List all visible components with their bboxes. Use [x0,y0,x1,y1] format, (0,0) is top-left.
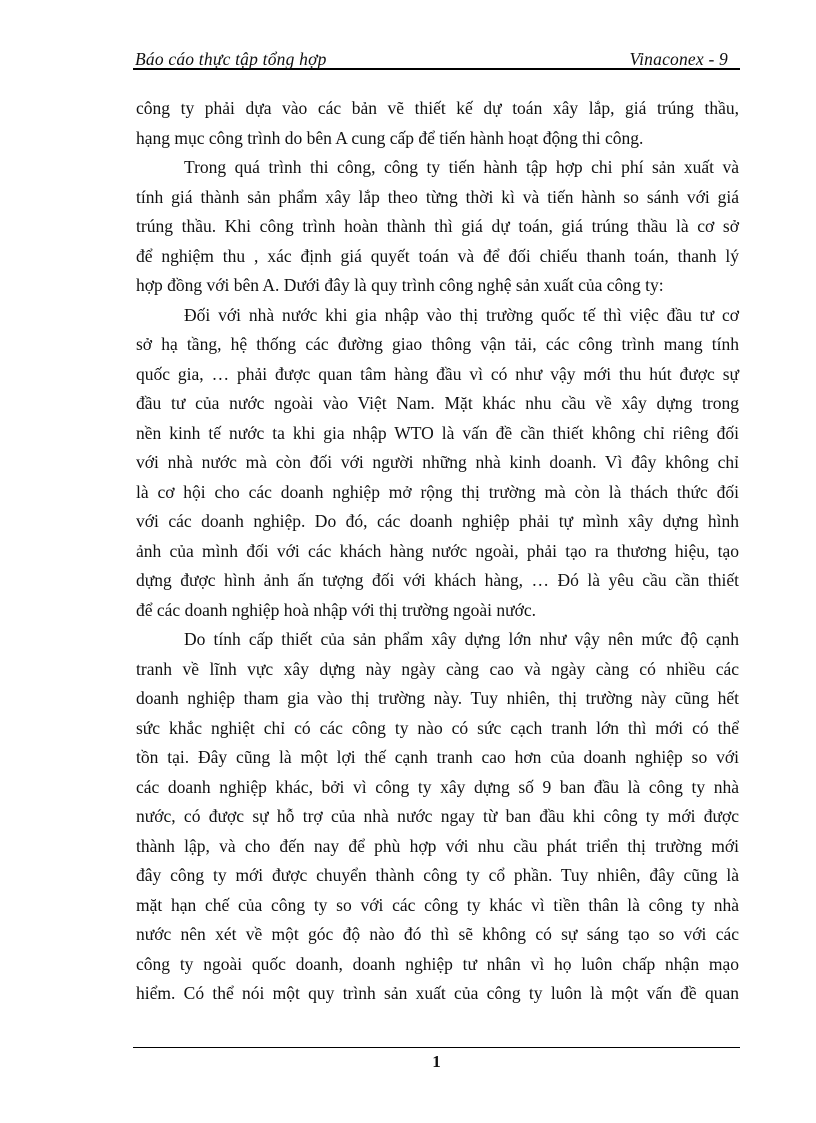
text-line: sức khắc nghiệt chỉ có các công ty nào có sức cạch tranh lớn thì mới có thể [136,717,739,738]
text-line: để nghiệm thu , xác định giá quyết toán và để đối chiếu thanh toán, thanh lý [136,245,739,266]
text-line: tính giá thành sản phẩm xây lắp theo từng thời kì và tiến hành so sánh với giá [136,186,739,207]
text-line: tồn tại. Đây cũng là một lợi thế cạnh tranh cao hơn của doanh nghiệp so với [136,747,739,767]
header-company-name: Vinaconex - 9 [629,49,728,69]
text-line: quốc gia, … phải được quan tâm hàng đầu vì có như vậy mới thu hút được sự [136,363,739,384]
text-line: là cơ hội cho các doanh nghiệp mở rộng thị trường mà còn là thách thức đối [136,481,739,502]
text-line: Trong quá trình thi công, công ty tiến hành tập hợp chi phí sản xuất và [184,157,739,177]
paragraph [136,153,739,301]
text-line: mặt hạn chế của công ty so với các công ty khác vì tiền thân là công ty nhà [136,894,739,915]
text-line: trúng thầu. Khi công trình hoàn thành thì giá dự toán, giá trúng thầu là cơ sở [136,216,739,236]
text-line: hiểm. Có thể nói một quy trình sản xuất của công ty luôn là một vấn đề quan [136,983,739,1003]
running-header [133,48,740,70]
text-line: hợp đồng với bên A. Dưới đây là quy trình công nghệ sản xuất của công ty: [136,275,664,295]
text-line: với nhà nước mà còn đối với người những nhà kinh doanh. Vì đây không chỉ [136,452,739,472]
text-line: Do tính cấp thiết của sản phẩm xây dựng lớn như vậy nên mức độ cạnh [184,629,739,649]
text-line: nước, có được sự hỗ trợ của nhà nước ngay từ ban đầu khi công ty mới được [136,806,739,826]
text-line: Đối với nhà nước khi gia nhập vào thị trường quốc tế thì việc đầu tư cơ [184,304,739,325]
text-line: ảnh của mình đối với các khách hàng nước ngoài, phải tạo ra thương hiệu, tạo [136,540,739,561]
document-body [136,94,739,1009]
text-line: doanh nghiệp tham gia vào thị trường này. Tuy nhiên, thị trường này cũng hết [136,688,739,708]
text-line: hạng mục công trình do bên A cung cấp để tiến hành hoạt động thi công. [136,127,644,148]
text-line: tranh về lĩnh vực xây dựng này ngày càng cao và ngày càng có nhiều các [136,658,739,679]
paragraph [136,94,739,153]
text-line: để các doanh nghiệp hoà nhập với thị trường ngoài nước. [136,599,537,620]
text-line: các doanh nghiệp khác, bởi vì công ty xây dựng số 9 ban đầu là công ty nhà [136,776,739,797]
header-report-title: Báo cáo thực tập tổng hợp [135,49,327,69]
text-line: công ty ngoài quốc doanh, doanh nghiệp tư nhân vì họ luôn chấp nhận mạo [136,953,739,974]
text-line: với các doanh nghiệp. Do đó, các doanh nghiệp phải tự mình xây dựng hình [136,511,739,531]
text-line: công ty phải dựa vào các bản vẽ thiết kế dự toán xây lắp, giá trúng thầu, [136,98,739,118]
text-line: đây công ty mới được chuyển thành công ty cổ phần. Tuy nhiên, đây cũng là [136,865,739,885]
text-line: sở hạ tầng, hệ thống các đường giao thông vận tải, các công trình mang tính [136,334,739,354]
text-line: đầu tư của nước ngoài vào Việt Nam. Mặt khác nhu cầu về xây dựng trong [136,393,739,413]
text-line: nước nên xét về một góc độ nào đó thì sẽ không có sự sáng tạo so với các [136,924,739,944]
text-line: nền kinh tế nước ta khi gia nhập WTO là vấn đề cần thiết không chỉ riêng đối [136,422,739,443]
text-line: thành lập, và cho đến nay để phù hợp với nhu cầu phát triển thị trường mới [136,835,739,856]
paragraph [136,625,739,1009]
text-line: dựng được hình ảnh ấn tượng đối với khách hàng, … Đó là yêu cầu cần thiết [136,570,739,590]
paragraph [136,301,739,626]
page-number: 1 [432,1052,441,1071]
footer-divider [133,1047,740,1048]
